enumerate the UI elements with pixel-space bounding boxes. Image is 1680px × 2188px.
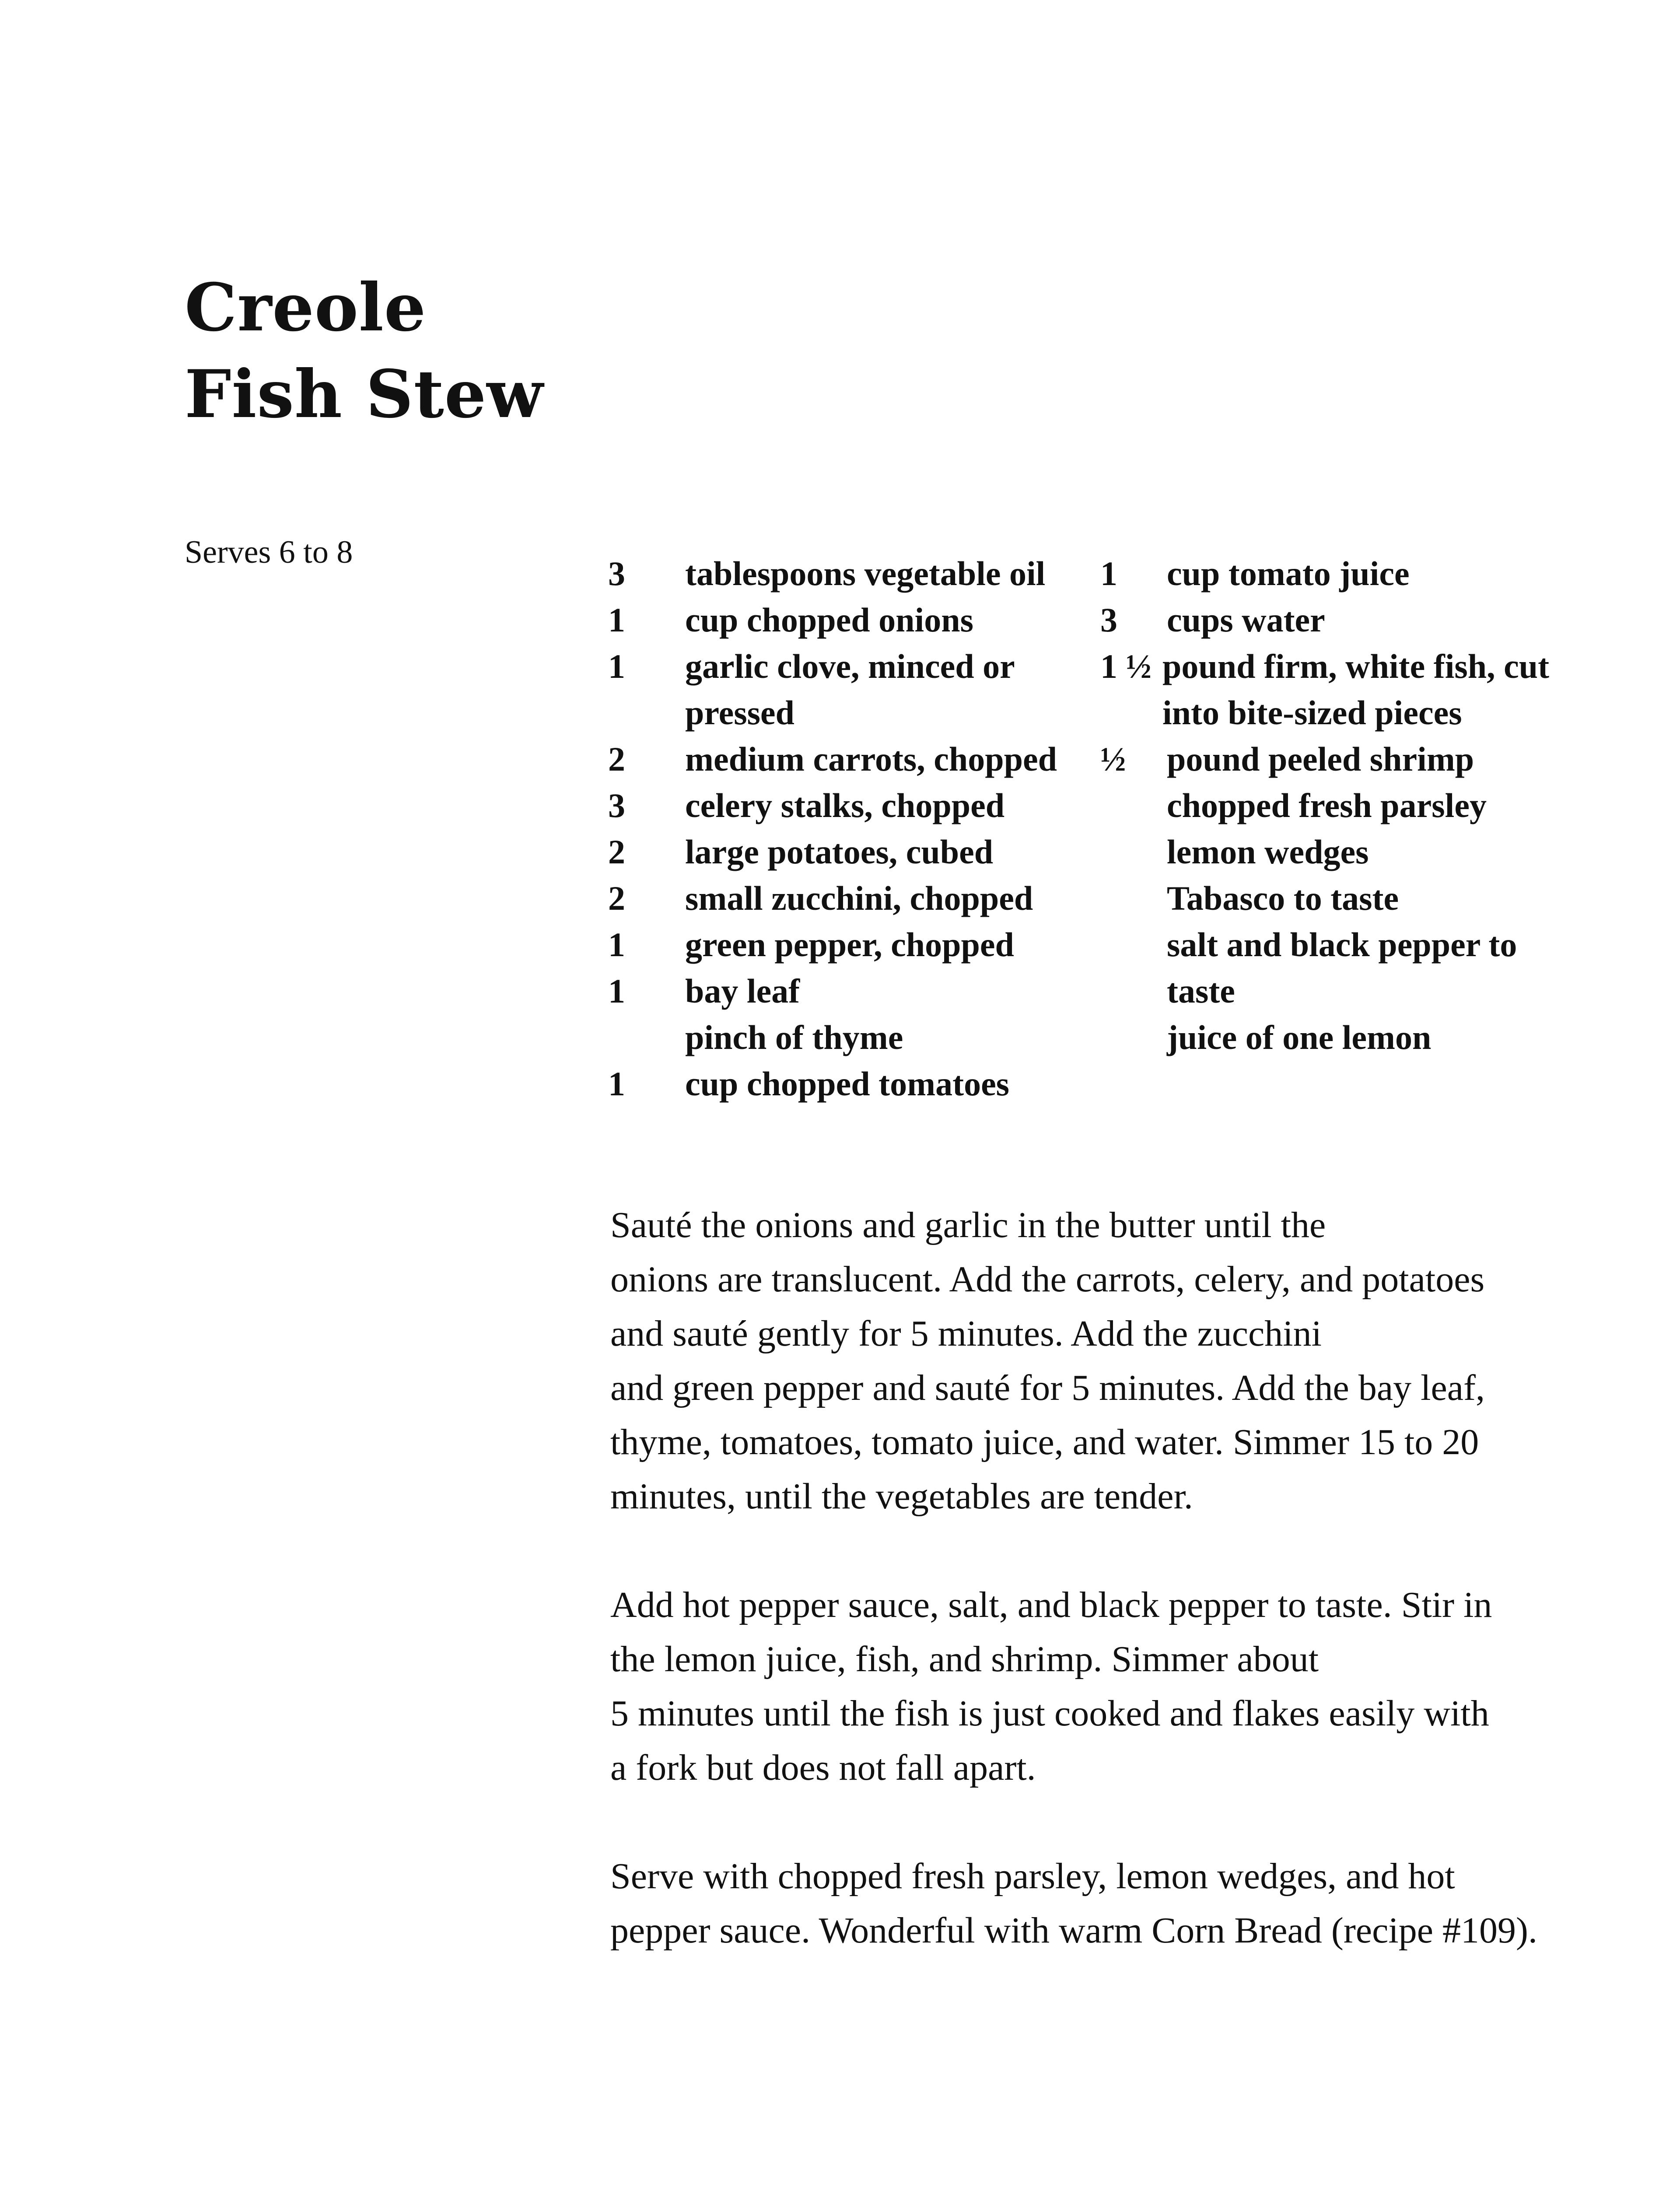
ingredient-quantity: 1 [1100, 554, 1117, 593]
ingredient-text: cup chopped tomatoes [685, 1065, 1010, 1103]
ingredient-text: cup tomato juice [1167, 554, 1410, 593]
ingredient-text: celery stalks, chopped [685, 786, 1005, 824]
ingredient-text: cup chopped onions [685, 601, 973, 639]
direction-line: and sauté gently for 5 minutes. Add the zucchini [610, 1313, 1322, 1354]
ingredient-quantity: 2 [608, 879, 625, 917]
ingredient-text: tablespoons vegetable oil [685, 554, 1046, 593]
ingredient-row [1100, 922, 1590, 1014]
ingredient-text: pound peeled shrimp [1167, 740, 1474, 778]
ingredient-quantity: 2 [608, 740, 625, 778]
directions [610, 1198, 1625, 2012]
ingredient-row [1100, 597, 1590, 643]
ingredient-row [608, 1061, 1072, 1107]
ingredient-row [608, 875, 1072, 922]
ingredient-text: green pepper, chopped [685, 926, 1014, 964]
ingredient-row [1100, 782, 1590, 829]
title-line-1: Creole [185, 269, 427, 346]
ingredients-right-column [1100, 551, 1590, 1061]
ingredient-row [1100, 829, 1590, 875]
ingredient-row [608, 597, 1072, 643]
direction-line: 5 minutes until the fish is just cooked and flakes easily with [610, 1693, 1489, 1734]
ingredient-text: juice of one lemon [1167, 1018, 1432, 1056]
ingredient-row [1100, 551, 1590, 597]
direction-line: minutes, until the vegetables are tender. [610, 1476, 1193, 1517]
ingredient-text: Tabasco to taste [1167, 879, 1399, 917]
direction-line: the lemon juice, fish, and shrimp. Simmer about [610, 1639, 1319, 1680]
ingredient-quantity: 2 [608, 833, 625, 871]
ingredient-row [608, 922, 1072, 968]
direction-line: Serve with chopped fresh parsley, lemon wedges, and hot [610, 1856, 1455, 1897]
ingredient-text: bay leaf [685, 972, 800, 1010]
direction-line: thyme, tomatoes, tomato juice, and water. Simmer 15 to 20 [610, 1422, 1479, 1462]
ingredients-left-column [608, 551, 1072, 1107]
ingredient-text: medium carrots, chopped [685, 740, 1057, 778]
ingredient-text: pinch of thyme [685, 1018, 903, 1056]
direction-line: pepper sauce. Wonderful with warm Corn Bread (recipe #109). [610, 1910, 1537, 1951]
ingredient-row [608, 782, 1072, 829]
ingredient-quantity: 3 [608, 786, 625, 824]
direction-line: and green pepper and sauté for 5 minutes. Add the bay leaf, [610, 1368, 1485, 1408]
ingredient-text: garlic clove, minced or pressed [685, 647, 1015, 732]
ingredient-text: small zucchini, chopped [685, 879, 1033, 917]
ingredient-row [608, 1014, 1072, 1061]
ingredient-quantity: 3 [1100, 601, 1117, 639]
ingredient-row [1100, 1014, 1590, 1061]
ingredient-row [608, 643, 1072, 736]
ingredient-row [608, 968, 1072, 1014]
direction-line: Add hot pepper sauce, salt, and black pepper to taste. Stir in [610, 1585, 1492, 1625]
direction-paragraph [610, 1198, 1625, 1524]
ingredient-text: cups water [1167, 601, 1325, 639]
ingredient-quantity: 1 [608, 1065, 625, 1103]
page-title [185, 264, 543, 438]
direction-paragraph [610, 1578, 1625, 1795]
ingredient-quantity: 1 [608, 601, 625, 639]
ingredient-quantity: 3 [608, 554, 625, 593]
ingredient-text: salt and black pepper to taste [1167, 926, 1517, 1010]
direction-line: onions are translucent. Add the carrots, celery, and potatoes [610, 1259, 1485, 1300]
ingredient-quantity: 1 [608, 647, 625, 685]
ingredient-text: pound firm, white fish, cut into bite-sized pieces [1162, 647, 1550, 732]
ingredient-row [608, 736, 1072, 782]
ingredient-text: lemon wedges [1167, 833, 1369, 871]
serves-text: Serves 6 to 8 [185, 534, 353, 570]
direction-line: Sauté the onions and garlic in the butter until the [610, 1205, 1326, 1245]
direction-paragraph [610, 1849, 1625, 1958]
ingredient-quantity: 1 ½ [1100, 647, 1152, 685]
ingredient-quantity: ½ [1100, 740, 1126, 778]
ingredient-row [608, 551, 1072, 597]
ingredient-row [608, 829, 1072, 875]
ingredient-text: large potatoes, cubed [685, 833, 994, 871]
direction-line: a fork but does not fall apart. [610, 1747, 1036, 1788]
title-line-2: Fish Stew [185, 356, 544, 433]
ingredient-quantity: 1 [608, 926, 625, 964]
ingredient-text: chopped fresh parsley [1167, 786, 1487, 824]
ingredient-row [1100, 643, 1590, 736]
ingredient-row [1100, 736, 1590, 782]
ingredient-row [1100, 875, 1590, 922]
ingredient-quantity: 1 [608, 972, 625, 1010]
